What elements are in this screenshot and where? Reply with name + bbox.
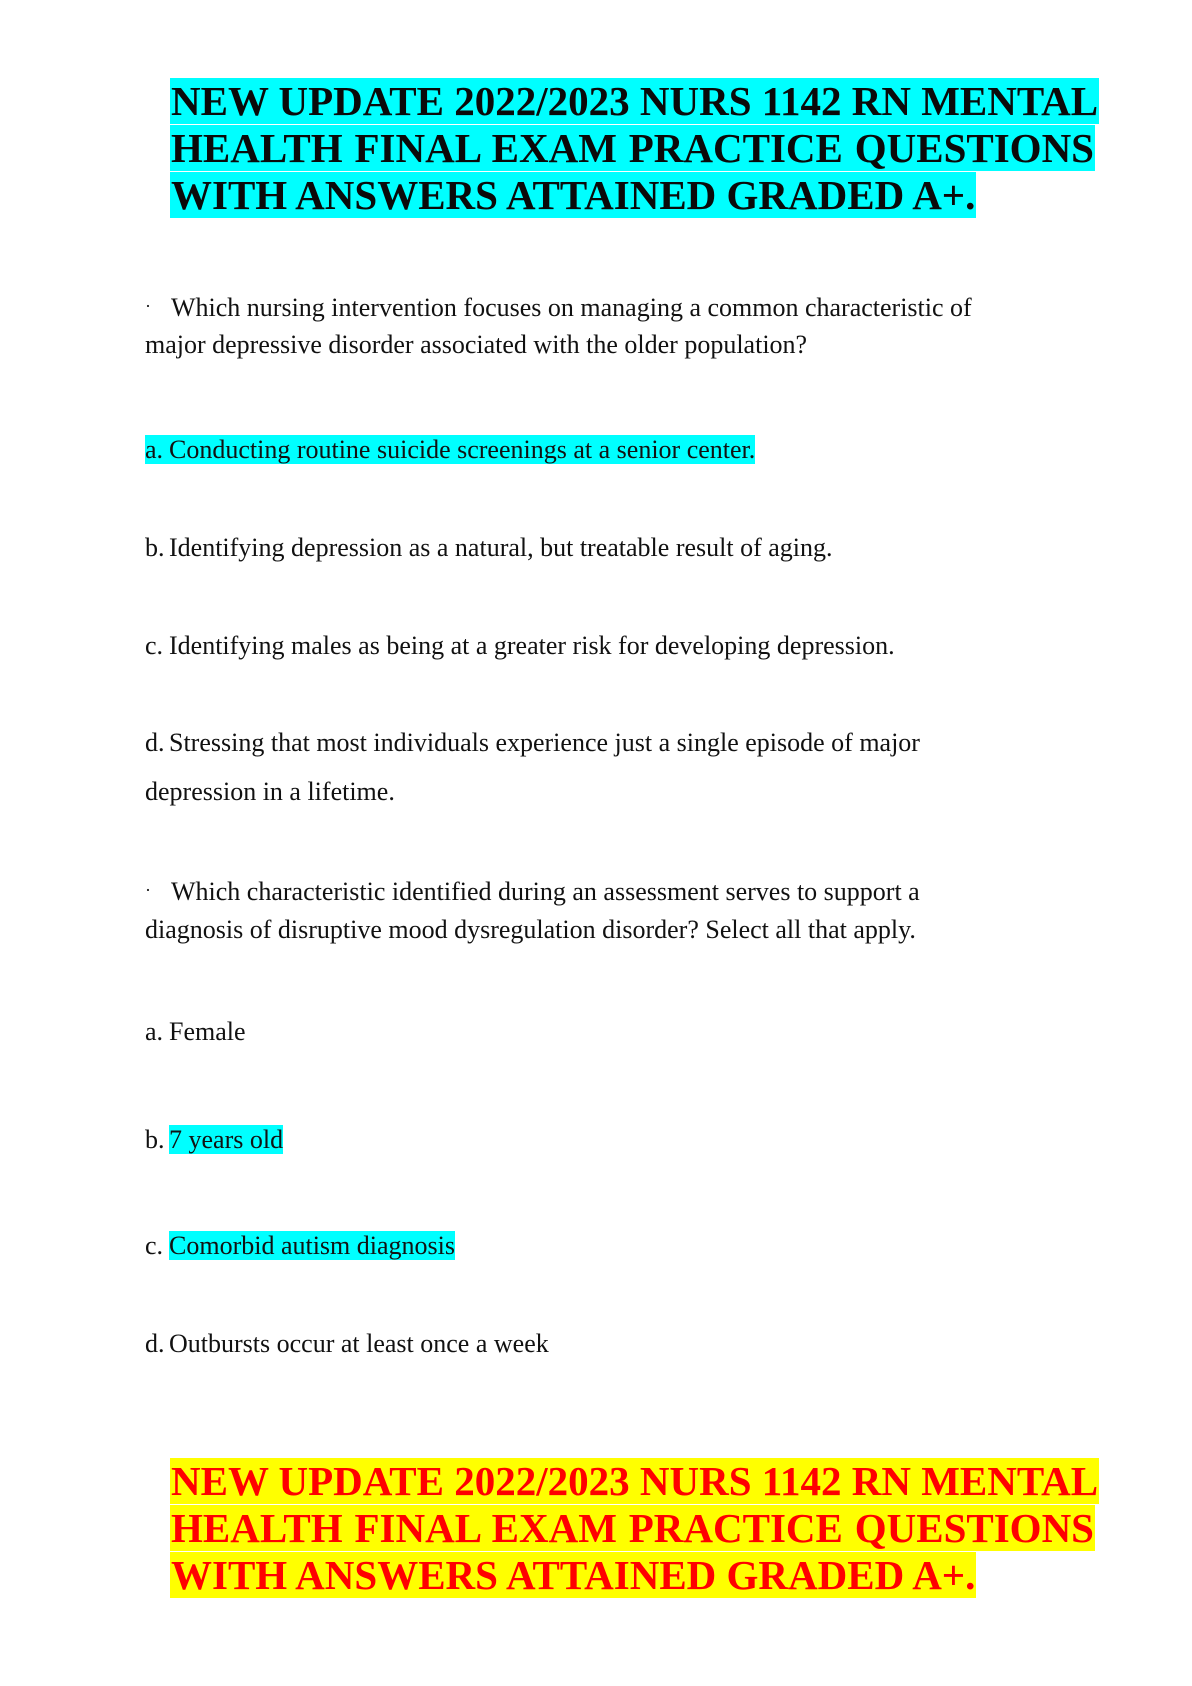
question-1-option-d-continuation: depression in a lifetime. <box>145 777 395 806</box>
header-title-line: HEALTH FINAL EXAM PRACTICE QUESTIONS <box>171 125 1094 171</box>
header-title <box>170 78 1099 219</box>
footer-title-line: WITH ANSWERS ATTAINED GRADED A+. <box>171 1552 976 1598</box>
question-2-line-1: · Which characteristic identified during an assessment serves to support a <box>145 870 920 912</box>
question-2-option-b: b. 7 years old <box>145 1125 284 1154</box>
header-title-line: WITH ANSWERS ATTAINED GRADED A+. <box>171 172 976 218</box>
footer-title <box>170 1458 1099 1599</box>
question-2-option-a: a. Female <box>145 1017 246 1046</box>
footer-title-line: NEW UPDATE 2022/2023 NURS 1142 RN MENTAL <box>171 1458 1099 1504</box>
question-2-option-c: c. Comorbid autism diagnosis <box>145 1231 455 1260</box>
question-2-line-2: diagnosis of disruptive mood dysregulation disorder? Select all that apply. <box>145 915 916 944</box>
question-1-option-d: d. Stressing that most individuals experience just a single episode of major <box>145 728 920 757</box>
question-2-option-d: d. Outbursts occur at least once a week <box>145 1329 549 1358</box>
question-1-line-1: · Which nursing intervention focuses on managing a common characteristic of <box>145 286 972 328</box>
header-title-line: NEW UPDATE 2022/2023 NURS 1142 RN MENTAL <box>171 78 1099 124</box>
question-1-line-2: major depressive disorder associated with the older population? <box>145 330 808 359</box>
question-1-option-b: b. Identifying depression as a natural, but treatable result of aging. <box>145 533 833 562</box>
question-1-option-c: c. Identifying males as being at a greater risk for developing depression. <box>145 631 895 660</box>
question-1-option-a: a. Conducting routine suicide screenings at a senior center. <box>145 435 756 464</box>
bullet-icon: · <box>145 880 151 900</box>
bullet-icon: · <box>145 296 151 316</box>
footer-title-line: HEALTH FINAL EXAM PRACTICE QUESTIONS <box>171 1505 1094 1551</box>
